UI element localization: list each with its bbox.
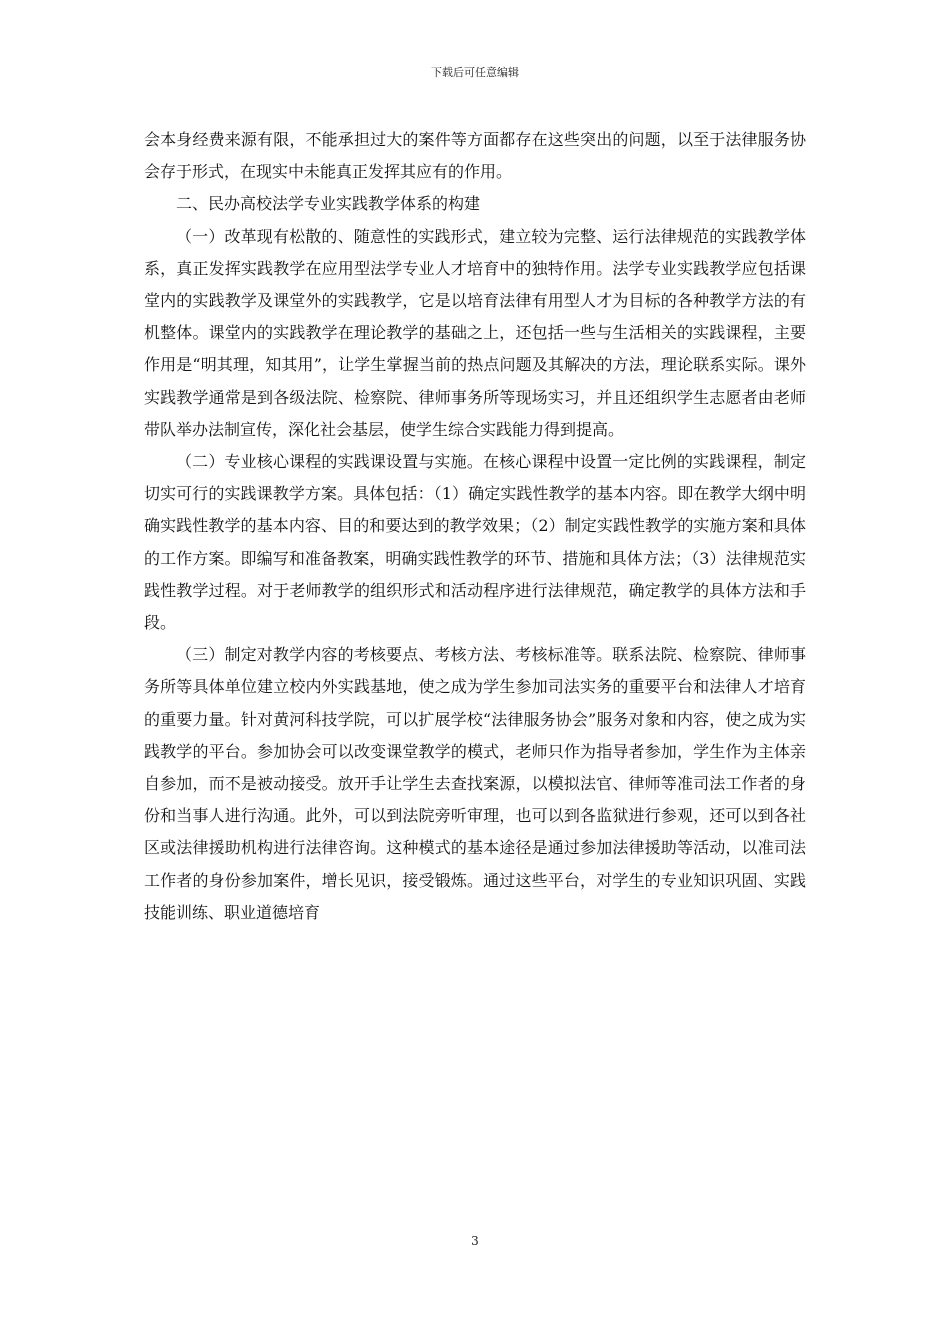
page-header: 下载后可任意编辑 (431, 66, 519, 79)
document-body (144, 124, 806, 929)
paragraph-item-3: （三）制定对教学内容的考核要点、考核方法、考核标准等。联系法院、检察院、律师事务所等具体单位建立校内外实践基地，使之成为学生参加司法实务的重要平台和法律人才培育的重要力量。针对黄河科技学院，可以扩展学校“法律服务协会”服务对象和内容，使之成为实践教学的平台。参加协会可以改变课堂教学的模式，老师只作为指导者参加，学生作为主体亲自参加，而不是被动接受。放开手让学生去查找案源，以模拟法官、律师等准司法工作者的身份和当事人进行沟通。此外，可以到法院旁听审理，也可以到各监狱进行参观，还可以到各社区或法律援助机构进行法律咨询。这种模式的基本途径是通过参加法律援助等活动，以准司法工作者的身份参加案件，增长见识，接受锻炼。通过这些平台，对学生的专业知识巩固、实践技能训练、职业道德培育 (144, 645, 806, 922)
section-heading: 二、民办高校法学专业实践教学体系的构建 (176, 194, 481, 214)
paragraph-item-2: （二）专业核心课程的实践课设置与实施。在核心课程中设置一定比例的实践课程，制定切实可行的实践课教学方案。具体包括：（1）确定实践性教学的基本内容。即在教学大纲中明确实践性教学的基本内容、目的和要达到的教学效果；（2）制定实践性教学的实施方案和具体的工作方案。即编写和准备教案，明确实践性教学的环节、措施和具体方法；（3）法律规范实践性教学过程。对于老师教学的组织形式和活动程序进行法律规范，确定教学的具体方法和手段。 (144, 452, 806, 633)
paragraph-item-1: （一）改革现有松散的、随意性的实践形式，建立较为完整、运行法律规范的实践教学体系，真正发挥实践教学在应用型法学专业人才培育中的独特作用。法学专业实践教学应包括课堂内的实践教学及课堂外的实践教学，它是以培育法律有用型人才为目标的各种教学方法的有机整体。课堂内的实践教学在理论教学的基础之上，还包括一些与生活相关的实践课程，主要作用是“明其理，知其用”，让学生掌握当前的热点问题及其解决的方法，理论联系实际。课外实践教学通常是到各级法院、检察院、律师事务所等现场实习，并且还组织学生志愿者由老师带队举办法制宣传，深化社会基层，使学生综合实践能力得到提高。 (144, 226, 806, 439)
page-number: 3 (471, 1234, 479, 1248)
paragraph-continuation: 会本身经费来源有限，不能承担过大的案件等方面都存在这些突出的问题，以至于法律服务协会存于形式，在现实中未能真正发挥其应有的作用。 (144, 130, 806, 182)
